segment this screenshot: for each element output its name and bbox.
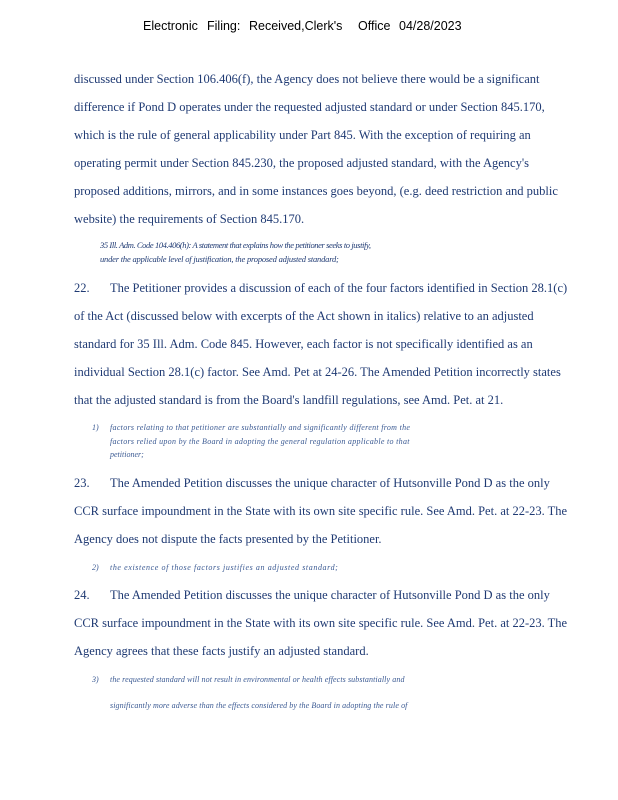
factor-number: 1) <box>92 423 99 432</box>
header-received: Received,Clerk's <box>249 19 343 33</box>
text-line: Agency does not dispute the facts presented by the Petitioner. <box>74 532 382 546</box>
text-line: which is the rule of general applicability under Part 845. With the exception of requiring an <box>74 128 531 142</box>
header-electronic: Electronic <box>143 19 198 33</box>
text-line: proposed additions, mirrors, and in some instances goes beyond, (e.g. deed restriction and public <box>74 184 558 198</box>
factor-line: factors relating to that petitioner are substantially and significantly different from the <box>110 423 411 432</box>
paragraph-number: 23. <box>74 476 90 490</box>
text-line: CCR surface impoundment in the State with its own site specific rule. See Amd. Pet. at 22-23. The <box>74 616 568 630</box>
text-line: operating permit under Section 845.230, the proposed adjusted standard, with the Agency's <box>74 156 529 170</box>
factor-line: factors relied upon by the Board in adopting the general regulation applicable to that <box>110 437 410 446</box>
factor-line: the requested standard will not result in environmental or health effects substantially and <box>110 675 405 684</box>
text-line: website) the requirements of Section 845.170. <box>74 212 305 226</box>
text-line: of the Act (discussed below with excerpts of the Act shown in italics) relative to an adjusted <box>74 309 534 323</box>
text-line: that the adjusted standard is from the Board's landfill regulations, see Amd. Pet. at 21. <box>74 393 504 407</box>
text-line: difference if Pond D operates under the requested adjusted standard or under Section 845.170, <box>74 100 545 114</box>
text-line: standard for 35 Ill. Adm. Code 845. However, each factor is not specifically identified as an <box>74 337 533 351</box>
text-line: The Amended Petition discusses the unique character of Hutsonville Pond D as the only <box>110 588 550 602</box>
header-date: 04/28/2023 <box>399 19 462 33</box>
text-line: The Petitioner provides a discussion of each of the four factors identified in Section 28.1(c) <box>110 281 568 295</box>
text-line: individual Section 28.1(c) factor. See Amd. Pet at 24-26. The Amended Petition incorrectly states <box>74 365 561 379</box>
citation-line: under the applicable level of justification, the proposed adjusted standard; <box>100 254 339 264</box>
text-line: Agency agrees that these facts justify an adjusted standard. <box>74 644 369 658</box>
factor-number: 3) <box>92 675 99 684</box>
header-office: Office <box>358 19 391 33</box>
paragraph-number: 24. <box>74 588 90 602</box>
header-filing: Filing: <box>207 19 241 33</box>
text-line: CCR surface impoundment in the State with its own site specific rule. See Amd. Pet. at 22-23. The <box>74 504 568 518</box>
factor-number: 2) <box>92 563 99 572</box>
factor-line: significantly more adverse than the effects considered by the Board in adopting the rule of <box>110 701 408 710</box>
text-line: discussed under Section 106.406(f), the Agency does not believe there would be a significant <box>74 72 540 86</box>
paragraph-number: 22. <box>74 281 90 295</box>
text-line: The Amended Petition discusses the unique character of Hutsonville Pond D as the only <box>110 476 550 490</box>
factor-line: petitioner; <box>110 450 144 459</box>
citation-line: 35 Ill. Adm. Code 104.406(h): A statement that explains how the petitioner seeks to justify, <box>100 240 371 250</box>
factor-line: the existence of those factors justifies an adjusted standard; <box>110 563 339 572</box>
